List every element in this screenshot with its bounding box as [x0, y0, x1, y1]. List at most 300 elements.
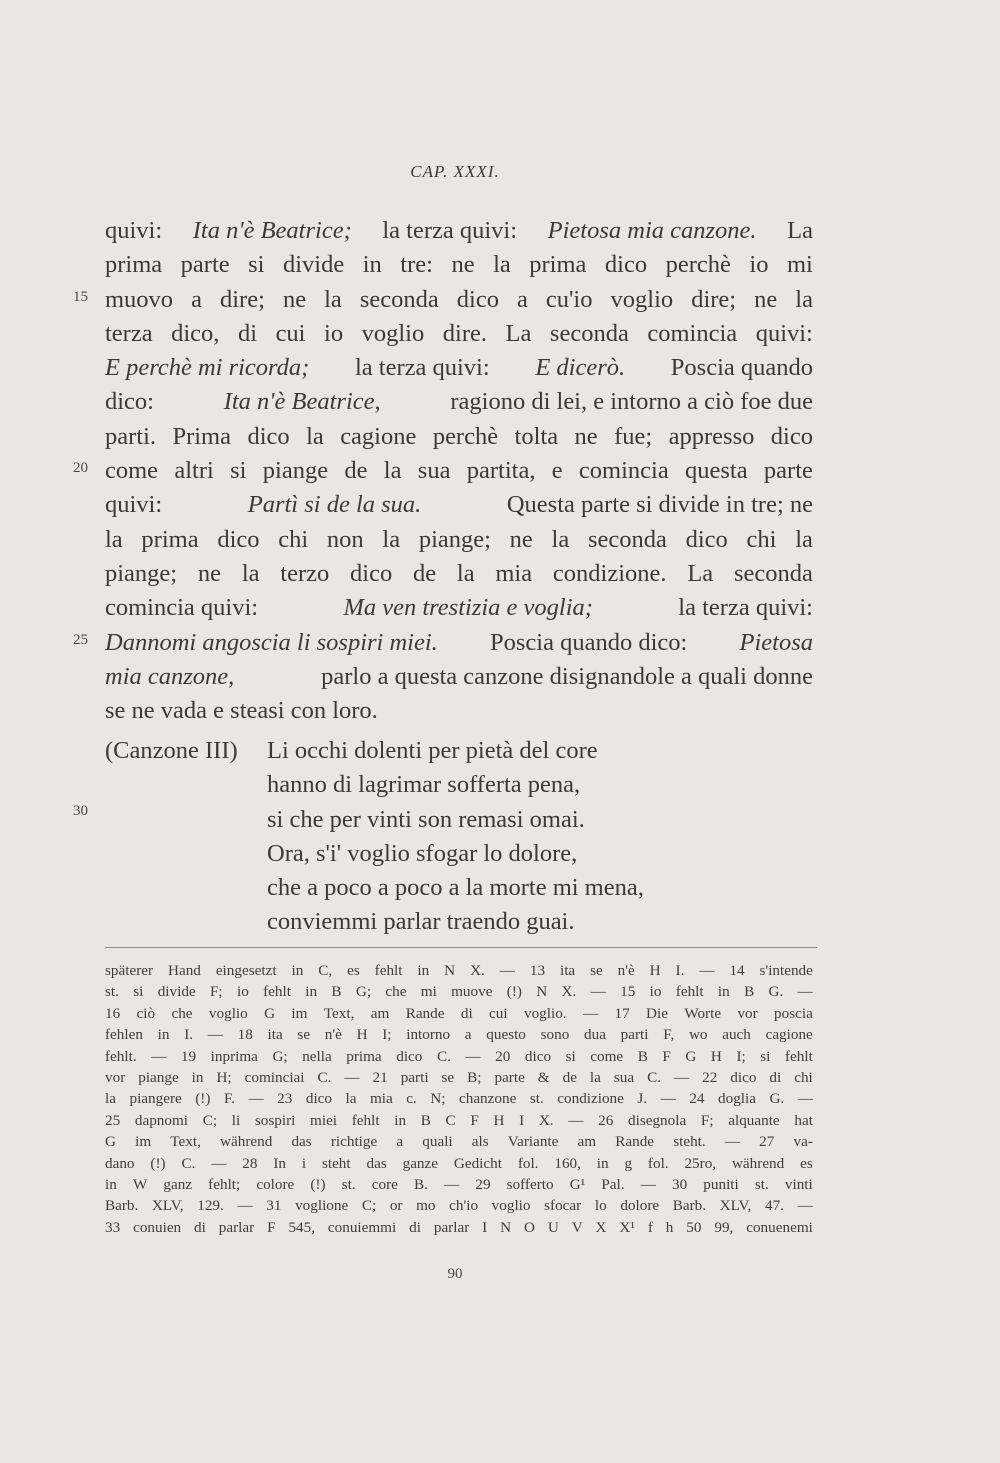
footnote-word: 24	[689, 1090, 705, 1108]
footnote-word: 31	[266, 1197, 282, 1215]
body-word: dico	[685, 525, 728, 553]
body-word: la	[324, 285, 342, 313]
footnote-word: —	[344, 1068, 360, 1086]
text-line	[105, 420, 813, 454]
text-line: se ne vada e steasi con loro.	[105, 697, 378, 725]
footnote-word: X¹	[619, 1218, 635, 1236]
footnote-word: che	[385, 983, 407, 1001]
footnote-word: g	[624, 1154, 633, 1172]
text-line: Dannomi angoscia li sospiri miei. Poscia quando dico: Pietosa	[105, 626, 813, 660]
footnote-word: questo	[486, 1026, 526, 1044]
footnote-word: colore	[256, 1175, 295, 1193]
footnote-word: N;	[430, 1090, 446, 1108]
footnote-word: H;	[216, 1068, 232, 1086]
body-word: piange;	[105, 559, 178, 587]
footnote-word: or	[389, 1197, 403, 1215]
footnote-word: G	[685, 1047, 697, 1065]
verse-line: Ora, s'i' voglio sfogar lo dolore,	[267, 839, 578, 867]
footnote-word: I	[482, 1218, 488, 1236]
footnote-word: 22	[702, 1068, 718, 1086]
footnote-word: miei	[310, 1111, 338, 1129]
body-word: non	[326, 525, 364, 553]
body-word: dire;	[220, 285, 265, 313]
quotation: E dicerò.	[535, 354, 626, 382]
footnote-word: C.	[436, 1047, 451, 1065]
footnote-word: C	[445, 1111, 456, 1129]
footnote-word: 17	[614, 1004, 630, 1022]
footnote-word: fehlt	[351, 1111, 380, 1129]
footnote-word: s'intende	[759, 962, 813, 979]
body-word: seconda	[359, 285, 439, 313]
footnote-word: voglione	[295, 1197, 349, 1215]
text-line	[105, 283, 813, 317]
body-word: Prima	[172, 422, 231, 450]
line-number-30: 30	[73, 803, 88, 819]
footnote-word: 19	[180, 1047, 197, 1065]
footnote-word: 99,	[714, 1218, 734, 1236]
verse-line: (Canzone III) Li occhi dolenti per pietà del core	[105, 734, 825, 768]
footnote-line	[105, 1110, 813, 1131]
text-line	[105, 317, 813, 351]
quotation: Pietosa	[739, 628, 813, 656]
quotation: E perchè mi ricorda;	[105, 354, 310, 382]
footnote-word: B;	[467, 1068, 482, 1086]
footnote-word: disegnola	[628, 1111, 687, 1129]
footnote-word: &	[537, 1068, 550, 1086]
quotation: Ma ven trestizia e voglia;	[343, 594, 593, 622]
footnote-word: H	[493, 1111, 505, 1129]
text-line: mia canzone, parlo a questa canzone disignandole a quali donne	[105, 660, 813, 694]
body-word: in	[362, 251, 382, 279]
footnote-word: voglio	[491, 1197, 531, 1215]
footnote-word: (!)	[195, 1090, 211, 1108]
footnote-word: si	[565, 1047, 576, 1065]
footnote-word: B	[420, 1111, 431, 1129]
footnote-word: Rande	[405, 1004, 445, 1022]
footnote-word: f	[647, 1218, 653, 1236]
footnote-word: richtige	[330, 1133, 378, 1151]
footnote-word: B.	[414, 1175, 428, 1193]
body-word: la	[383, 457, 402, 485]
footnote-word: st.	[341, 1175, 356, 1193]
footnote-word: I;	[382, 1026, 392, 1044]
text-line: E perchè mi ricorda; la terza quivi: E dicerò. Poscia quando	[105, 351, 813, 385]
body-word: La	[505, 319, 532, 347]
footnote-word: di	[409, 1218, 421, 1236]
body-word: prima	[141, 525, 199, 553]
text-line	[105, 557, 813, 591]
footnote-word: a	[396, 1133, 404, 1151]
footnote-word: als	[471, 1133, 489, 1151]
verse-line: che a poco a poco a la morte mi mena,	[267, 874, 644, 902]
footnote-word: doglia	[718, 1090, 756, 1108]
footnote-word: —	[211, 1154, 227, 1172]
footnote-word: das	[291, 1133, 312, 1151]
footnote-word: vinti	[784, 1175, 813, 1193]
body-word: seconda	[549, 319, 629, 347]
footnote-word: auch	[722, 1026, 751, 1044]
footnote-word: vor	[105, 1068, 126, 1086]
body-word: parti.	[105, 422, 157, 450]
footnote-word: I.	[184, 1026, 194, 1044]
footnote-word: di	[769, 1068, 782, 1086]
footnote-word: —	[582, 1004, 599, 1022]
footnote-word: sono	[540, 1026, 570, 1044]
body-word: dico,	[171, 319, 220, 347]
footnote-word: F;	[209, 983, 223, 1001]
footnote-word: B	[331, 983, 342, 1001]
footnote-word: che	[171, 1004, 193, 1022]
footnote-word: dano	[105, 1154, 135, 1172]
footnote-word: muove	[451, 983, 493, 1001]
footnote-word: prima	[346, 1047, 382, 1065]
body-word: come	[105, 457, 159, 485]
footnote-word: N	[444, 962, 456, 979]
footnote-word: F	[267, 1218, 276, 1236]
footnote-word: wo	[688, 1026, 708, 1044]
footnote-word: —	[465, 1047, 481, 1065]
footnote-word: ch'io	[449, 1197, 479, 1215]
footnote-word: C.	[317, 1068, 332, 1086]
footnote-word: Variante	[507, 1133, 559, 1151]
footnote-word: mi	[420, 983, 437, 1001]
footnote-word: —	[590, 983, 606, 1001]
footnote-line	[105, 1088, 813, 1109]
body-word: tre:	[400, 251, 433, 279]
footnote-word: W	[132, 1175, 148, 1193]
footnote-word: C;	[202, 1111, 218, 1129]
footnote-word: G¹	[569, 1175, 586, 1193]
footnote-word: B	[637, 1047, 648, 1065]
footnote-word: fol.	[647, 1154, 669, 1172]
body-word: ne	[451, 251, 475, 279]
footnote-word: hat	[794, 1111, 813, 1129]
footnote-word: come	[590, 1047, 624, 1065]
footnote-word: ganze	[402, 1154, 439, 1172]
footnote-word: Die	[646, 1004, 668, 1022]
body-word: ne	[197, 559, 222, 587]
footnote-word: Hand	[167, 962, 201, 979]
footnote-word: N	[536, 983, 548, 1001]
body-word: la	[306, 422, 324, 450]
footnote-word: st.	[754, 1175, 769, 1193]
body-word: la	[456, 559, 475, 587]
footnote-word: condizione	[557, 1090, 624, 1108]
footnote-word: c.	[406, 1090, 417, 1108]
body-word: io	[749, 251, 769, 279]
footnote-word: G;	[272, 1047, 288, 1065]
footnote-word: Worte	[684, 1004, 722, 1022]
text-line: quivi: Ita n'è Beatrice; la terza quivi: Pietosa mia canzone. La	[105, 214, 813, 248]
footnote-word: ganz	[163, 1175, 193, 1193]
footnote-word: 14	[729, 962, 745, 979]
footnote-word: V	[571, 1218, 583, 1236]
footnote-word: in	[157, 1026, 170, 1044]
body-word: fue;	[614, 422, 653, 450]
body-word: dico	[770, 422, 813, 450]
footnote-word: fehlt;	[208, 1175, 241, 1193]
footnote-word: 18	[237, 1026, 253, 1044]
footnote-word: I.	[675, 962, 685, 979]
footnote-word: G;	[355, 983, 372, 1001]
footnote-word: —	[797, 1197, 813, 1215]
body-word: piange;	[418, 525, 491, 553]
running-header: CAP. XXXI.	[410, 162, 500, 181]
body-word: cu'io	[545, 285, 593, 313]
body-word: terzo	[280, 559, 330, 587]
verse-line: conviemmi parlar traendo guai.	[267, 908, 575, 936]
text-line	[105, 248, 813, 282]
footnote-word: dico	[730, 1068, 757, 1086]
body-word: tolta	[514, 422, 559, 450]
quotation: Partì si de la sua.	[247, 491, 422, 519]
footnote-line	[105, 960, 813, 981]
body-word: ne	[509, 525, 533, 553]
footnote-word: F.	[223, 1090, 235, 1108]
footnote-word: n'è	[617, 962, 635, 979]
body-word: altri	[174, 457, 214, 485]
footnote-word: la	[345, 1090, 357, 1108]
body-word: comincia	[647, 319, 738, 347]
footnote-word: fehlt	[784, 1047, 813, 1065]
footnote-word: steht	[321, 1154, 351, 1172]
footnote-word: X.	[538, 1111, 554, 1129]
footnote-word: io	[236, 983, 249, 1001]
body-word: voglio	[361, 319, 425, 347]
footnote-word: voglio	[208, 1004, 248, 1022]
footnote-word: sofferto	[506, 1175, 554, 1193]
footnote-word: während	[731, 1154, 785, 1172]
footnote-word: es	[347, 962, 360, 979]
footnote-word: quali	[422, 1133, 453, 1151]
body-word: terza	[105, 319, 153, 347]
footnote-word: vor	[737, 1004, 758, 1022]
footnote-line	[105, 1153, 813, 1174]
footnote-word: I;	[736, 1047, 746, 1065]
footnote-word: H	[356, 1026, 368, 1044]
footnote-word: X	[595, 1218, 607, 1236]
critical-apparatus	[105, 960, 813, 1238]
footnote-word: C.	[181, 1154, 196, 1172]
footnote-word: conuien	[133, 1218, 182, 1236]
body-word: si	[248, 251, 265, 279]
footnote-word: in	[394, 1111, 407, 1129]
line-number-20: 20	[73, 460, 88, 476]
footnote-word: va-	[793, 1133, 813, 1151]
footnote-word: F,	[663, 1026, 675, 1044]
body-word: perchè	[432, 422, 499, 450]
quotation: Ita n'è Beatrice;	[192, 217, 352, 244]
footnote-word: 15	[620, 983, 636, 1001]
footnote-word: —	[724, 1133, 741, 1151]
footnote-word: in	[291, 962, 304, 979]
footnote-word: X.	[470, 962, 485, 979]
footnote-word: F	[470, 1111, 479, 1129]
footnote-word: —	[673, 1068, 690, 1086]
text-line	[105, 454, 813, 488]
footnote-word: B	[744, 983, 755, 1001]
footnote-word: parti	[620, 1026, 649, 1044]
footnote-word: Text,	[170, 1133, 201, 1151]
body-word: perchè	[665, 251, 731, 279]
body-word: divide	[282, 251, 345, 279]
footnote-word: se	[590, 962, 603, 979]
body-word: voglio	[610, 285, 674, 313]
footnote-word: 16	[105, 1004, 121, 1022]
body-word: muovo	[105, 285, 174, 313]
footnote-word: G	[264, 1004, 276, 1022]
footnote-word: li	[231, 1111, 241, 1129]
footnote-word: 26	[598, 1111, 614, 1129]
footnote-line	[105, 1024, 813, 1045]
footnote-word: —	[248, 1090, 264, 1108]
body-word: dico	[456, 285, 499, 313]
footnote-word: dolore	[620, 1197, 660, 1215]
body-word: partita,	[466, 457, 536, 485]
footnote-word: während	[220, 1133, 273, 1151]
footnote-word: das	[366, 1154, 387, 1172]
footnote-word: H	[710, 1047, 722, 1065]
footnote-word: (!)	[506, 983, 522, 1001]
footnote-word: späterer	[105, 962, 154, 979]
footnote-word: steht.	[673, 1133, 706, 1151]
footnote-word: ciò	[136, 1004, 156, 1022]
footnote-word: am	[577, 1133, 597, 1151]
footnote-word: 20	[495, 1047, 511, 1065]
body-word: dico	[604, 251, 648, 279]
body-word: la	[795, 525, 813, 553]
footnote-word: dico	[524, 1047, 552, 1065]
footnote-word: chi	[794, 1068, 813, 1086]
body-word: cui	[275, 319, 306, 347]
footnote-word: 29	[475, 1175, 491, 1193]
footnote-word: G	[105, 1133, 116, 1151]
footnote-line	[105, 1131, 813, 1152]
body-word: seconda	[587, 525, 667, 553]
footnote-word: fehlt	[374, 962, 403, 979]
footnote-word: cui	[489, 1004, 508, 1022]
body-word: dico	[247, 422, 290, 450]
footnote-rule	[105, 947, 817, 948]
footnote-word: 50	[686, 1218, 702, 1236]
footnote-word: —	[499, 962, 515, 979]
body-word: dico	[350, 559, 393, 587]
line-number-15: 15	[73, 289, 88, 305]
verse-line: hanno di lagrimar sofferta pena,	[267, 771, 581, 799]
footnote-word: O	[523, 1218, 535, 1236]
quotation: Ita n'è Beatrice,	[223, 388, 381, 416]
body-word: la	[382, 525, 401, 553]
footnote-word: si	[760, 1047, 771, 1065]
footnote-word: parlar	[433, 1218, 470, 1236]
footnote-word: in	[105, 1175, 117, 1193]
footnote-word: fehlt	[263, 983, 291, 1001]
footnote-word: N	[500, 1218, 512, 1236]
body-word: de	[344, 457, 368, 485]
footnote-word: parti	[400, 1068, 429, 1086]
footnote-word: puniti	[703, 1175, 739, 1193]
footnote-word: chanzone	[458, 1090, 517, 1108]
footnote-word: n'è	[324, 1026, 342, 1044]
footnote-word: eingesetzt	[215, 962, 277, 979]
body-word: dico	[217, 525, 260, 553]
body-word: questa	[685, 457, 748, 485]
footnote-word: ita	[559, 962, 576, 979]
footnote-word: cagione	[765, 1026, 813, 1044]
footnote-word: mia	[369, 1090, 393, 1108]
footnote-word: st.	[529, 1090, 544, 1108]
text-line	[105, 523, 813, 557]
body-word: prima	[529, 251, 587, 279]
body-word: la	[551, 525, 570, 553]
poem	[105, 734, 825, 940]
footnote-word: Gedicht	[453, 1154, 502, 1172]
footnote-word: U	[547, 1218, 559, 1236]
footnote-word: C.	[647, 1068, 661, 1086]
footnote-word: im	[135, 1133, 152, 1151]
footnote-word: H	[649, 962, 661, 979]
body-word: condizione.	[552, 559, 667, 587]
footnote-word: J.	[637, 1090, 648, 1108]
footnote-word: —	[797, 1090, 813, 1108]
body-word: io	[324, 319, 344, 347]
footnote-word: dua	[584, 1026, 606, 1044]
footnote-word: in	[596, 1154, 609, 1172]
footnote-line	[105, 1195, 813, 1216]
footnote-word: fehlen	[105, 1026, 143, 1044]
footnote-word: core	[371, 1175, 398, 1193]
footnote-word: conuiemmi	[327, 1218, 397, 1236]
text-line: comincia quivi: Ma ven trestizia e voglia; la terza quivi:	[105, 591, 813, 625]
body-word: quivi:	[755, 319, 813, 347]
body-word: mi	[786, 251, 813, 279]
poem-label: (Canzone III)	[105, 737, 238, 764]
footnote-word: in	[305, 983, 318, 1001]
footnote-word: se	[441, 1068, 455, 1086]
footnote-line	[105, 981, 813, 1002]
page-number: 90	[447, 1266, 463, 1282]
footnote-word: 47.	[764, 1197, 784, 1215]
body-word: sua	[417, 457, 451, 485]
body-word: ne	[282, 285, 307, 313]
footnote-word: —	[640, 1175, 656, 1193]
footnote-word: —	[699, 962, 715, 979]
footnote-word: Text,	[323, 1004, 355, 1022]
footnote-word: poscia	[774, 1004, 813, 1022]
footnote-word: Barb.	[105, 1197, 139, 1215]
footnote-word: sua	[613, 1068, 635, 1086]
footnote-word: —	[797, 983, 813, 1001]
footnote-word: parlar	[218, 1218, 255, 1236]
footnote-word: F	[662, 1047, 671, 1065]
body-word: a	[516, 285, 528, 313]
footnote-word: nella	[302, 1047, 332, 1065]
footnote-word: fehlt.	[105, 1047, 137, 1065]
footnote-word: mo	[416, 1197, 436, 1215]
footnote-word: XLV,	[151, 1197, 184, 1215]
footnote-word: I	[519, 1111, 525, 1129]
body-word: la	[241, 559, 260, 587]
footnote-word: am	[370, 1004, 390, 1022]
body-word: parte	[180, 251, 230, 279]
footnote-word: de	[562, 1068, 577, 1086]
footnote-word: parte	[494, 1068, 525, 1086]
footnote-word: lo	[594, 1197, 607, 1215]
footnote-word: (!)	[310, 1175, 326, 1193]
footnote-word: 27	[759, 1133, 775, 1151]
body-word: la	[105, 525, 123, 553]
body-word: seconda	[733, 559, 813, 587]
